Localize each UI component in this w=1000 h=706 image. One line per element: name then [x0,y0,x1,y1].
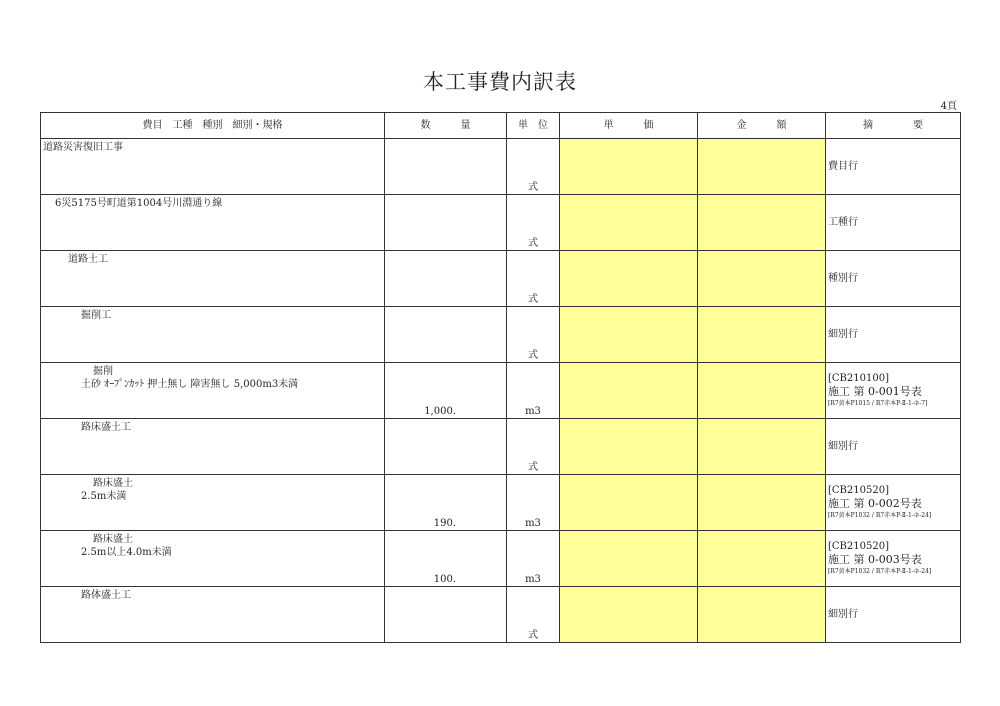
remark-code: [CB210520] [828,484,889,496]
item-spec: 2.5m以上4.0m未満 [81,547,172,558]
header-amount: 金 額 [698,113,826,139]
amount-cell[interactable] [698,531,826,587]
table-row [41,531,961,587]
document-title: 本工事費内訳表 [423,70,577,94]
page-number: 4頁 [940,101,957,112]
item-name: 路床盛土 [93,534,133,545]
remark-reference: [R7黄本P1032 / R7赤本P-Ⅱ-1-②-24] [828,511,932,519]
unit-price-cell[interactable] [560,475,698,531]
amount-cell[interactable] [698,475,826,531]
remark-cell [826,307,961,363]
unit-cell [507,251,560,307]
quantity-cell [385,251,507,307]
unit-value: m3 [525,406,541,417]
item-cell [41,531,385,587]
amount-cell[interactable] [698,587,826,643]
unit-value: m3 [525,518,541,529]
quantity-cell [385,139,507,195]
unit-cell [507,587,560,643]
remark-text: 費目行 [828,161,858,172]
table-row [41,475,961,531]
unit-cell [507,307,560,363]
header-unit-price: 単 価 [560,113,698,139]
unit-value: 式 [528,630,538,641]
unit-cell [507,475,560,531]
quantity-cell [385,307,507,363]
unit-cell [507,363,560,419]
item-spec: 2.5m未満 [81,491,127,502]
item-name: 6災5175号町道第1004号川淵通り線 [55,198,223,209]
item-name: 掘削 [93,366,113,377]
header-item: 費目 工種 種別 細別・規格 [41,113,385,139]
quantity-value: 1,000. [424,406,456,417]
amount-cell[interactable] [698,363,826,419]
unit-price-cell[interactable] [560,419,698,475]
unit-cell [507,419,560,475]
remark-code: [CB210520] [828,540,889,552]
quantity-cell [385,363,507,419]
unit-price-cell[interactable] [560,251,698,307]
amount-cell[interactable] [698,307,826,363]
remark-cell [826,475,961,531]
item-cell [41,139,385,195]
table-row [41,139,961,195]
item-cell [41,419,385,475]
item-cell [41,363,385,419]
unit-price-cell[interactable] [560,587,698,643]
remark-reference: [R7黄本P1015 / R7赤本P-Ⅱ-1-②-7] [828,399,928,407]
quantity-cell [385,531,507,587]
quantity-cell [385,587,507,643]
unit-cell [507,195,560,251]
remark-text: 工種行 [828,217,858,228]
table-row [41,251,961,307]
unit-price-cell[interactable] [560,363,698,419]
remark-text: 細別行 [828,609,858,620]
amount-cell[interactable] [698,251,826,307]
item-cell [41,251,385,307]
item-name: 道路土工 [68,254,108,265]
table-row [41,307,961,363]
item-spec: 土砂 ｵｰﾌﾟﾝｶｯﾄ 押土無し 障害無し 5,000m3未満 [81,379,299,390]
table-row [41,195,961,251]
unit-value: 式 [528,294,538,305]
item-name: 道路災害復旧工事 [43,142,123,153]
quantity-cell [385,475,507,531]
unit-price-cell[interactable] [560,531,698,587]
item-cell [41,195,385,251]
remark-reference: [R7黄本P1032 / R7赤本P-Ⅱ-1-②-24] [828,567,932,575]
remark-cell [826,139,961,195]
remark-cell [826,419,961,475]
table-row [41,587,961,643]
unit-value: m3 [525,574,541,585]
remark-text: 細別行 [828,441,858,452]
quantity-cell [385,195,507,251]
table-row [41,363,961,419]
header-unit: 単 位 [507,113,560,139]
item-cell [41,307,385,363]
cost-breakdown-table [40,112,961,643]
table-row [41,419,961,475]
unit-cell [507,531,560,587]
amount-cell[interactable] [698,419,826,475]
remark-text: 種別行 [828,273,858,284]
quantity-value: 190. [433,518,456,529]
unit-cell [507,139,560,195]
remark-text: 細別行 [828,329,858,340]
remark-form: 施工 第 0-003号表 [828,552,922,566]
unit-price-cell[interactable] [560,195,698,251]
unit-value: 式 [528,238,538,249]
remark-cell [826,195,961,251]
item-name: 路床盛土工 [81,422,131,433]
amount-cell[interactable] [698,139,826,195]
header-remarks: 摘 要 [826,113,961,139]
item-name: 路体盛土工 [81,590,131,601]
item-cell [41,587,385,643]
item-name: 掘削工 [81,310,111,321]
remark-code: [CB210100] [828,372,889,384]
table-header-row [41,113,961,139]
remark-cell [826,531,961,587]
remark-cell [826,251,961,307]
unit-price-cell[interactable] [560,307,698,363]
remark-form: 施工 第 0-002号表 [828,496,922,510]
item-name: 路床盛土 [93,478,133,489]
quantity-value: 100. [433,574,456,585]
item-cell [41,475,385,531]
unit-value: 式 [528,182,538,193]
unit-value: 式 [528,462,538,473]
amount-cell[interactable] [698,195,826,251]
quantity-cell [385,419,507,475]
remark-cell [826,363,961,419]
unit-price-cell[interactable] [560,139,698,195]
remark-cell [826,587,961,643]
unit-value: 式 [528,350,538,361]
header-quantity: 数 量 [385,113,507,139]
remark-form: 施工 第 0-001号表 [828,384,922,398]
